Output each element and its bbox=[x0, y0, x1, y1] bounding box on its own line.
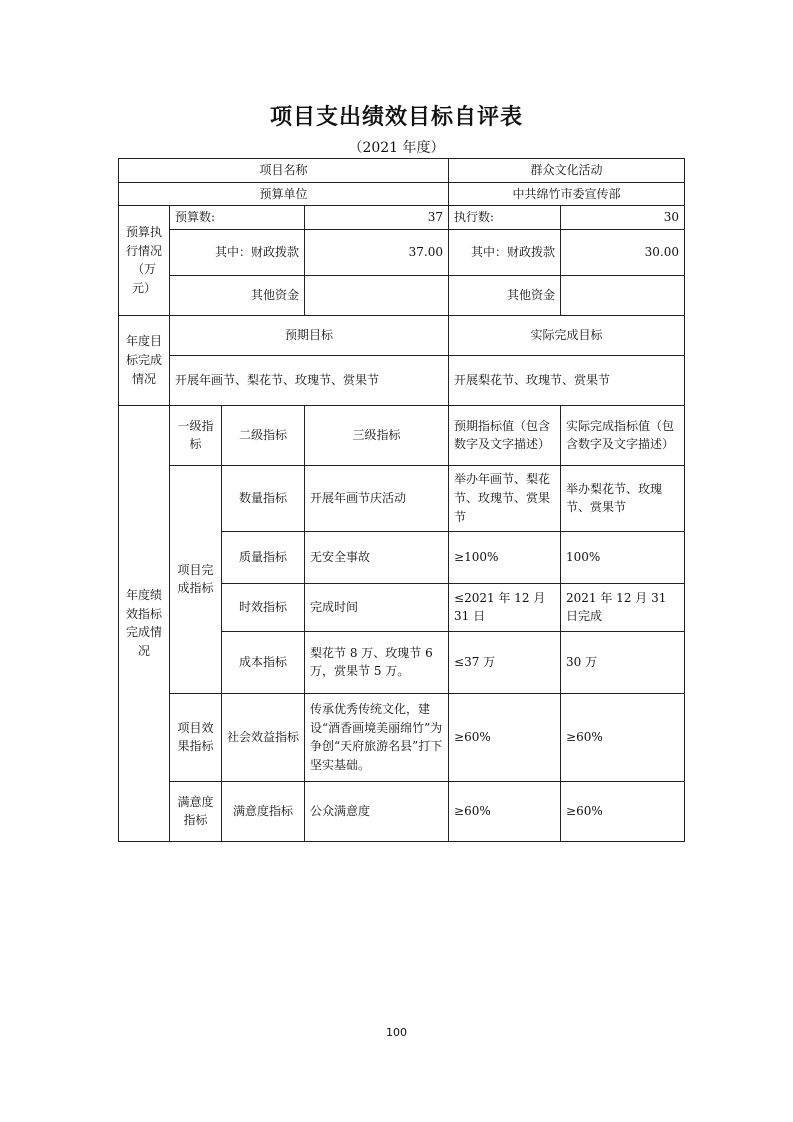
expected-value-cell: ≤37 万 bbox=[449, 631, 561, 693]
expected-value-cell: 举办年画节、梨花节、玫瑰节、赏果节 bbox=[449, 465, 561, 531]
level3-indicator-cell: 完成时间 bbox=[305, 583, 449, 631]
table-row bbox=[119, 693, 685, 781]
level2-indicator-cell: 满意度指标 bbox=[222, 781, 305, 841]
level2-indicator-cell: 社会效益指标 bbox=[222, 693, 305, 781]
actual-value-cell: 举办梨花节、玫瑰节、赏果节 bbox=[561, 465, 685, 531]
fiscal-exec-label: 其中：财政拨款 bbox=[449, 229, 561, 275]
budget-amount-label: 预算数: bbox=[170, 206, 305, 230]
actual-value-cell: 2021 年 12 月 31 日完成 bbox=[561, 583, 685, 631]
expected-value-header: 预期指标值（包含数字及文字描述） bbox=[449, 405, 561, 465]
actual-value-cell: 100% bbox=[561, 531, 685, 583]
level2-indicator-cell: 成本指标 bbox=[222, 631, 305, 693]
expected-value-cell: ≤2021 年 12 月 31 日 bbox=[449, 583, 561, 631]
actual-value-header: 实际完成指标值（包含数字及文字描述） bbox=[561, 405, 685, 465]
level2-indicator-cell: 质量指标 bbox=[222, 531, 305, 583]
expected-value-cell: ≥60% bbox=[449, 693, 561, 781]
other-funds-exec-label: 其他资金 bbox=[449, 275, 561, 315]
fiscal-budget-value: 37.00 bbox=[305, 229, 449, 275]
expected-value-cell: ≥60% bbox=[449, 781, 561, 841]
evaluation-table-container bbox=[118, 158, 684, 831]
other-funds-exec-value bbox=[561, 275, 685, 315]
annual-goal-header-row bbox=[119, 315, 685, 355]
budget-unit-label: 预算单位 bbox=[119, 182, 449, 206]
document-title: 项目支出绩效目标自评表 bbox=[269, 105, 523, 130]
level2-indicator-cell: 数量指标 bbox=[222, 465, 305, 531]
budget-unit-row bbox=[119, 182, 685, 206]
level1-indicator-cell: 项目效果指标 bbox=[170, 693, 222, 781]
level3-indicator-cell: 开展年画节庆活动 bbox=[305, 465, 449, 531]
project-name-row bbox=[119, 159, 685, 183]
budget-total-row bbox=[119, 206, 685, 230]
other-funds-row bbox=[119, 275, 685, 315]
execution-amount-label: 执行数: bbox=[449, 206, 561, 230]
page-number: 100 bbox=[386, 1026, 407, 1039]
evaluation-table bbox=[118, 158, 685, 842]
level2-indicator-header: 二级指标 bbox=[222, 405, 305, 465]
level1-indicator-header: 一级指标 bbox=[170, 405, 222, 465]
level1-indicator-cell: 满意度指标 bbox=[170, 781, 222, 841]
fiscal-exec-value: 30.00 bbox=[561, 229, 685, 275]
fiscal-allocation-row bbox=[119, 229, 685, 275]
other-funds-budget-value bbox=[305, 275, 449, 315]
table-row bbox=[119, 781, 685, 841]
actual-value-cell: ≥60% bbox=[561, 693, 685, 781]
budget-execution-section-label: 预算执行情况（万元） bbox=[119, 206, 170, 316]
performance-section-label: 年度绩效指标完成情况 bbox=[119, 405, 170, 841]
actual-goal-header: 实际完成目标 bbox=[449, 315, 685, 355]
actual-value-cell: 30 万 bbox=[561, 631, 685, 693]
indicator-header-row bbox=[119, 405, 685, 465]
expected-goal-header: 预期目标 bbox=[170, 315, 449, 355]
budget-unit-value: 中共绵竹市委宣传部 bbox=[449, 182, 685, 206]
budget-amount-value: 37 bbox=[305, 206, 449, 230]
level3-indicator-cell: 无安全事故 bbox=[305, 531, 449, 583]
level3-indicator-header: 三级指标 bbox=[305, 405, 449, 465]
level2-indicator-cell: 时效指标 bbox=[222, 583, 305, 631]
expected-value-cell: ≥100% bbox=[449, 531, 561, 583]
annual-goal-content-row bbox=[119, 355, 685, 405]
other-funds-budget-label: 其他资金 bbox=[170, 275, 305, 315]
table-row bbox=[119, 465, 685, 531]
project-name-value: 群众文化活动 bbox=[449, 159, 685, 183]
expected-goal-text: 开展年画节、梨花节、玫瑰节、赏果节 bbox=[170, 355, 449, 405]
level1-indicator-cell: 项目完成指标 bbox=[170, 465, 222, 693]
actual-goal-text: 开展梨花节、玫瑰节、赏果节 bbox=[449, 355, 685, 405]
fiscal-budget-label: 其中：财政拨款 bbox=[170, 229, 305, 275]
execution-amount-value: 30 bbox=[561, 206, 685, 230]
year-subtitle: （2021 年度） bbox=[348, 140, 445, 156]
annual-goal-section-label: 年度目标完成情况 bbox=[119, 315, 170, 405]
actual-value-cell: ≥60% bbox=[561, 781, 685, 841]
project-name-label: 项目名称 bbox=[119, 159, 449, 183]
level3-indicator-cell: 传承优秀传统文化，建设“酒香画境美丽绵竹”为争创“天府旅游名县”打下坚实基础。 bbox=[305, 693, 449, 781]
level3-indicator-cell: 公众满意度 bbox=[305, 781, 449, 841]
level3-indicator-cell: 梨花节 8 万、玫瑰节 6 万，赏果节 5 万。 bbox=[305, 631, 449, 693]
